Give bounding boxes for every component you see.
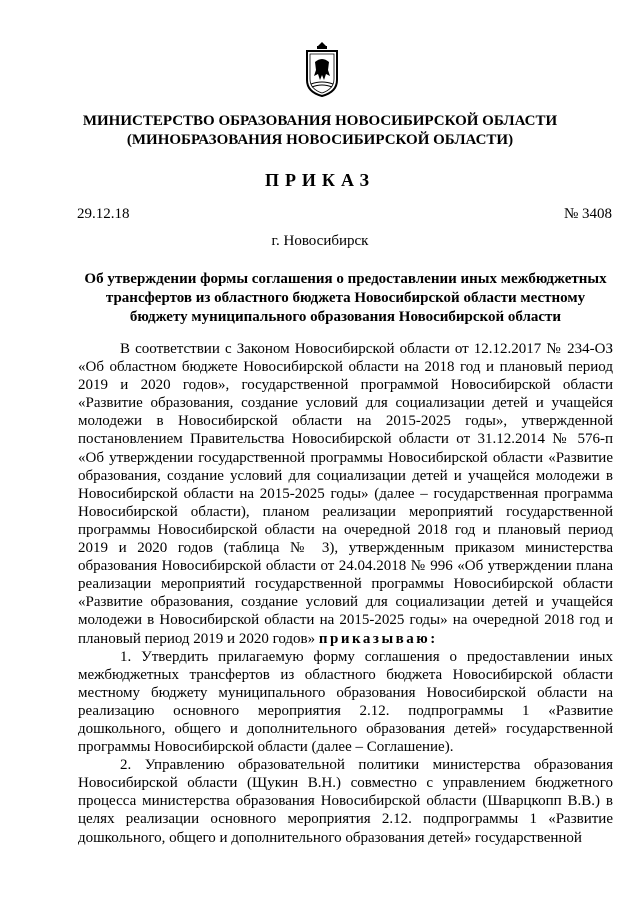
order-item-2: 2. Управлению образовательной политики министерства образования Новосибирской области (Щукин В.Н.) совместно с управлением бюджетного процесса министерства образования Новосибирской области (Шварцкопп В.В.) в целях реализации основного мероприятия 2.12. подпрограммы 1 «Развитие дошкольного, общего и дополнительного образования детей» государственной: [78, 757, 613, 846]
document-number: № 3408: [563, 206, 612, 222]
preamble-paragraph: [78, 340, 613, 648]
document-type-title: ПРИКАЗ: [264, 170, 376, 190]
order-item-1: 1. Утвердить прилагаемую форму соглашения о предоставлении иных межбюджетных трансфертов из областного бюджета Новосибирской области местному бюджету муниципального образования Новосибирской области на реализацию основного мероприятия 2.12. подпрограммы 1 «Развитие дошкольного, общего и дополнительного образования детей» государственной программы Новосибирской области (далее – Соглашение).: [78, 648, 613, 756]
orders-word: приказываю:: [318, 630, 438, 647]
document-body: [78, 340, 613, 847]
document-subject: Об утверждении формы соглашения о предоставлении иных межбюджетных трансфертов из областного бюджета Новосибирской области местному бюджету муниципального образования Новосибирской области: [84, 271, 607, 325]
ministry-name: [0, 112, 640, 150]
coat-of-arms-emblem: [302, 40, 342, 98]
document-date: 29.12.18: [77, 206, 130, 222]
preamble-text: В соответствии с Законом Новосибирской области от 12.12.2017 № 234-ОЗ «Об областном бюджете Новосибирской области на 2018 год и плановый период 2019 и 2020 годов», государственной программой Новосибирской области «Развитие образования, создание условий для социализации детей и учащейся молодежи в Новосибирской области на 2015-2025 годы», утвержденной постановлением Правительства Новосибирской области от 31.12.2014 № 576-п «Об утверждении государственной программы Новосибирской области «Развитие образования, создание условий для социализации детей и учащейся молодежи в Новосибирской области на 2015-2025 годы» (далее – государственная программа Новосибирской области), планом реализации мероприятий государственной программы Новосибирской области на очередной 2018 год и плановый период 2019 и 2020 годов (таблица № 3), утвержденным приказом министерства образования Новосибирской области от 24.04.2018 № 996 «Об утверждении плана реализации мероприятий государственной программы Новосибирской области «Развитие образования, создание условий для социализации детей и учащейся молодежи в Новосибирской области на 2015-2025 годы» на очередной 2018 год и плановый период 2019 и 2020 годов»: [78, 341, 613, 647]
ministry-name-line1: МИНИСТЕРСТВО ОБРАЗОВАНИЯ НОВОСИБИРСКОЙ ОБЛАСТИ: [82, 113, 558, 129]
document-city: г. Новосибирск: [271, 233, 369, 249]
ministry-name-line2: (МИНОБРАЗОВАНИЯ НОВОСИБИРСКОЙ ОБЛАСТИ): [126, 132, 514, 148]
